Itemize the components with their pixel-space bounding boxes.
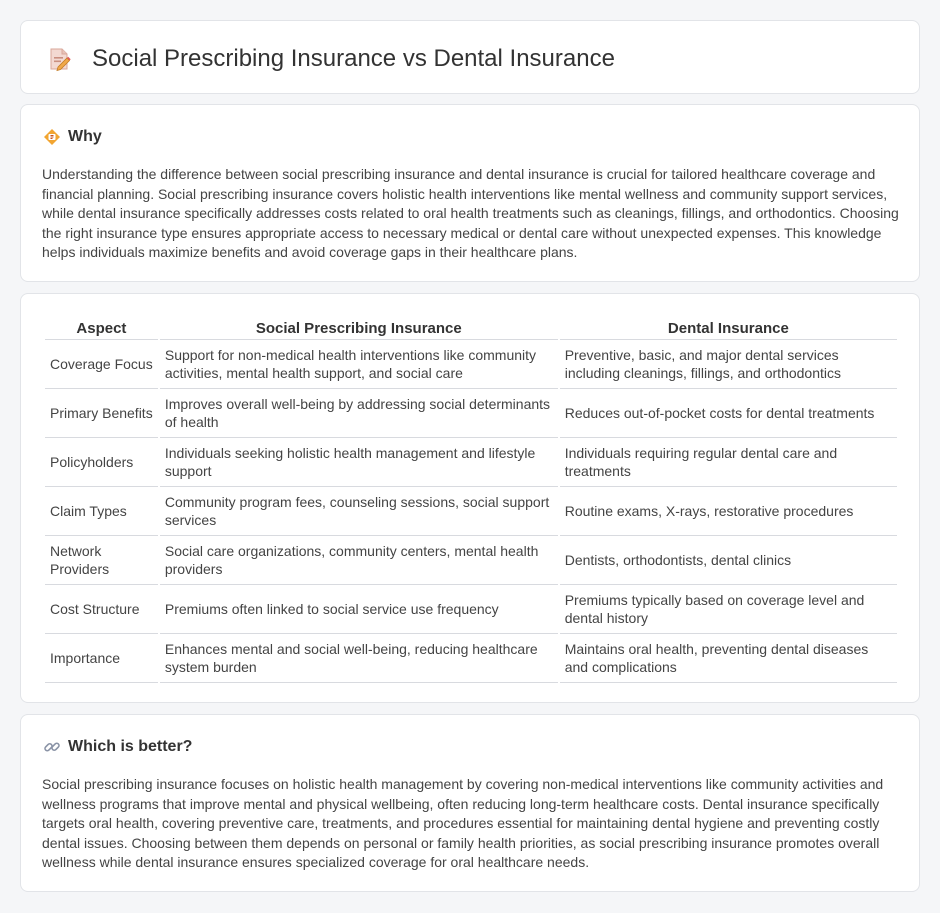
aspect-cell: Claim Types (45, 487, 158, 536)
why-text: Understanding the difference between social prescribing insurance and dental insurance is crucial for tailored healthcare coverage and financial planning. Social prescribing insurance covers holistic health interventions like mental wellness and community support services, while dental insurance specifically addresses costs related to oral health treatments such as cleanings, fillings, and orthodontics. Choosing the right insurance type ensures appropriate access to necessary medical or dental care without unexpected expenses. This knowledge helps individuals maximize benefits and avoid coverage gaps in their healthcare plans. (42, 166, 899, 260)
aspect-cell: Importance (45, 634, 158, 683)
table-row (45, 634, 897, 683)
table-row (45, 340, 897, 389)
aspect-cell: Network Providers (45, 536, 158, 585)
social-cell: Social care organizations, community centers, mental health providers (160, 536, 558, 585)
diamond-warning-icon (43, 128, 61, 146)
better-heading: Which is better? (68, 738, 193, 755)
dental-cell: Reduces out-of-pocket costs for dental treatments (560, 389, 897, 438)
comparison-table (43, 317, 899, 683)
aspect-cell: Policyholders (45, 438, 158, 487)
page-title: Social Prescribing Insurance vs Dental Insurance (92, 45, 615, 72)
aspect-cell: Primary Benefits (45, 389, 158, 438)
table-header-row (45, 317, 897, 340)
social-cell: Individuals seeking holistic health management and lifestyle support (160, 438, 558, 487)
title-card (20, 20, 920, 94)
dental-cell: Preventive, basic, and major dental services including cleanings, fillings, and orthodontics (560, 340, 897, 389)
dental-cell: Routine exams, X-rays, restorative procedures (560, 487, 897, 536)
social-cell: Community program fees, counseling sessions, social support services (160, 487, 558, 536)
why-section (20, 104, 920, 282)
aspect-cell: Coverage Focus (45, 340, 158, 389)
social-cell: Support for non-medical health interventions like community activities, mental health support, and social care (160, 340, 558, 389)
better-heading-row (43, 737, 192, 757)
header-social: Social Prescribing Insurance (160, 317, 558, 340)
header-aspect: Aspect (45, 317, 158, 340)
table-row (45, 585, 897, 634)
why-heading: Why (68, 128, 102, 145)
dental-cell: Maintains oral health, preventing dental diseases and complications (560, 634, 897, 683)
table-row (45, 389, 897, 438)
social-cell: Enhances mental and social well-being, reducing healthcare system burden (160, 634, 558, 683)
social-cell: Premiums often linked to social service use frequency (160, 585, 558, 634)
table-row (45, 536, 897, 585)
table-row (45, 487, 897, 536)
which-is-better-section (20, 714, 920, 892)
comparison-card (20, 293, 920, 703)
table-row (45, 438, 897, 487)
dental-cell: Individuals requiring regular dental care and treatments (560, 438, 897, 487)
social-cell: Improves overall well-being by addressing social determinants of health (160, 389, 558, 438)
better-text: Social prescribing insurance focuses on holistic health management by covering non-medical interventions like community activities and wellness programs that improve mental and physical wellbeing, often reducing long-term healthcare costs. Dental insurance specifically targets oral health, covering preventive care, treatments, and procedures essential for maintaining dental hygiene and preventing costly dental issues. Choosing between them depends on personal or family health priorities, as social prescribing insurance promotes overall wellness while dental insurance ensures specialized coverage for oral healthcare needs. (42, 776, 884, 870)
document-pencil-icon (46, 46, 72, 72)
aspect-cell: Cost Structure (45, 585, 158, 634)
dental-cell: Dentists, orthodontists, dental clinics (560, 536, 897, 585)
link-icon (43, 738, 61, 756)
why-heading-row (43, 127, 102, 147)
dental-cell: Premiums typically based on coverage level and dental history (560, 585, 897, 634)
header-dental: Dental Insurance (560, 317, 897, 340)
